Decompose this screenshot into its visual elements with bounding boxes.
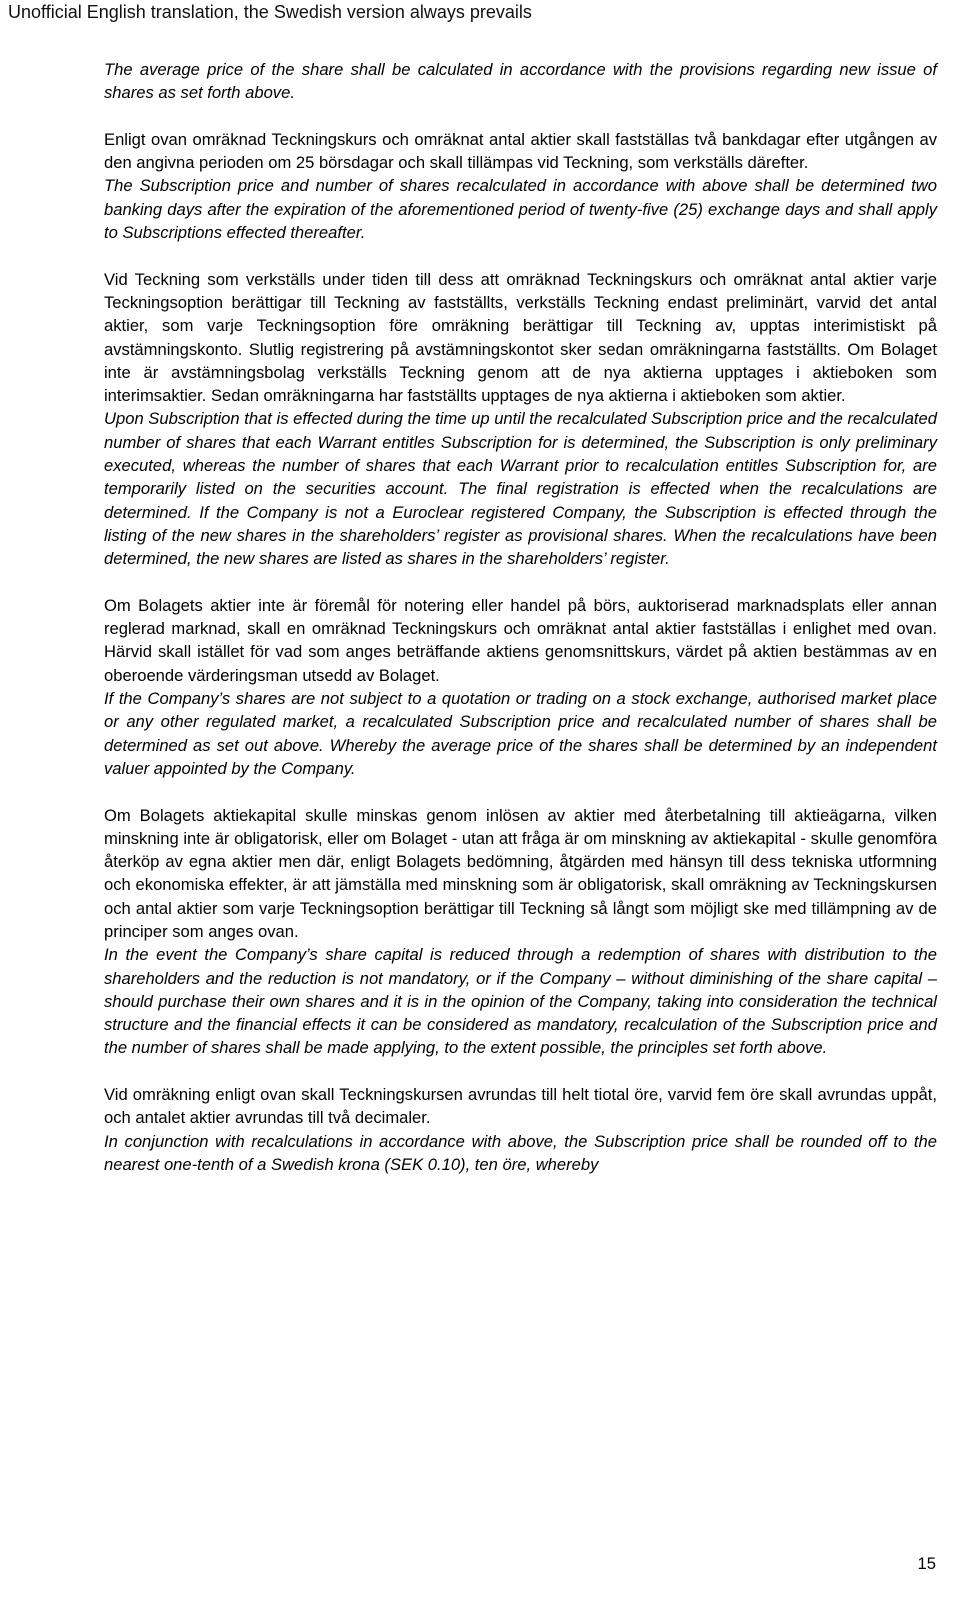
page-header: Unofficial English translation, the Swedish version always prevails	[8, 2, 532, 22]
paragraph-en-not-quoted: If the Company’s shares are not subject to a quotation or trading on a stock exchange, authorised market place or any other regulated market, a recalculated Subscription price and recalculated number of shares shall be determined as set out above. Whereby the average price of the shares shall be determined by an independent valuer appointed by the Company.	[104, 689, 937, 778]
paragraph-sv-preliminar-teckning: Vid Teckning som verkställs under tiden till dess att omräknad Teckningskurs och omräknat antal aktier varje Teckningsoption berättigar till Teckning av fastställts, verkställs Teckning endast preliminärt, varvid det antal aktier, som varje Teckningsoption före omräkning berättigar till Teckning av, upptas interimistiskt på avstämningskonto. Slutlig registrering på avstämningskontot sker sedan omräkningarna fastställts. Om Bolaget inte är avstämningsbolag verkställs Teckning genom att de nya aktierna upptages i aktieboken som interimsaktier. Sedan omräkningarna har fastställts upptages de nya aktierna i aktieboken som aktier.	[104, 269, 937, 406]
paragraph-sv-ej-notering: Om Bolagets aktier inte är föremål för notering eller handel på börs, auktoriserad marknadsplats eller annan reglerad marknad, skall en omräknad Teckningskurs och omräknat antal aktier fastställas i enlighet med ovan. Härvid skall istället för vad som anges beträffande aktiens genomsnittskurs, värdet på aktien bestämmas av en oberoende värderingsman utsedd av Bolaget.	[104, 595, 937, 685]
paragraph-sv-omraknad-fastst: Enligt ovan omräknad Teckningskurs och omräknat antal aktier skall fastställas två bankdagar efter utgången av den angivna perioden om 25 börsdagar och skall tillämpas vid Teckning, som verkställs därefter.	[104, 129, 937, 173]
document-body	[104, 58, 937, 1176]
paragraph-en-capital-reduction: In the event the Company’s share capital is reduced through a redemption of shares with distribution to the shareholders and the reduction is not mandatory, or if the Company – without diminishing of the share capital – should purchase their own shares and it is in the opinion of the Company, taking into consideration the technical structure and the financial effects it can be considered as mandatory, recalculation of the Subscription price and the number of shares shall be made applying, to the extent possible, the principles set forth above.	[104, 945, 937, 1058]
paragraph-en-preliminary-subscription: Upon Subscription that is effected during the time up until the recalculated Subscription price and the recalculated number of shares that each Warrant entitles Subscription for is determined, the Subscription is only preliminary executed, whereas the number of shares that each Warrant prior to recalculation entitles Subscription for, are temporarily listed on the securities account. The final registration is effected when the recalculations are determined. If the Company is not a Euroclear registered Company, the Subscription is effected through the listing of the new shares in the shareholders’ register as provisional shares. When the recalculations have been determined, the new shares are listed as shares in the shareholders’ register.	[104, 409, 937, 569]
paragraph-en-rounding: In conjunction with recalculations in accordance with above, the Subscription price shall be rounded off to the nearest one-tenth of a Swedish krona (SEK 0.10), ten öre, whereby	[104, 1131, 937, 1174]
paragraph-sv-minskning-aktiekapital: Om Bolagets aktiekapital skulle minskas genom inlösen av aktier med återbetalning till aktieägarna, vilken minskning inte är obligatorisk, eller om Bolaget - utan att fråga är om minskning av aktiekapital - skulle genomföra återköp av egna aktier men där, enligt Bolagets bedömning, åtgärden med hänsyn till dess tekniska utformning och ekonomiska effekter, är att jämställa med minskning som är obligatorisk, skall omräkning av Teckningskursen och antal aktier som varje Teckningsoption berättigar till Teckning så långt som möjligt ske med tillämpning av de principer som anges ovan.	[104, 805, 937, 941]
paragraph-en-average-price: The average price of the share shall be calculated in accordance with the provisions regarding new issue of shares as set forth above.	[104, 60, 937, 103]
paragraph-sv-avrundning: Vid omräkning enligt ovan skall Teckningskursen avrundas till helt tiotal öre, varvid fem öre skall avrundas uppåt, och antalet aktier avrundas till två decimaler.	[104, 1085, 937, 1128]
page-number: 15	[917, 1554, 936, 1573]
paragraph-en-recalculated-determined: The Subscription price and number of shares recalculated in accordance with above shall be determined two banking days after the expiration of the aforementioned period of twenty-five (25) exchange days and shall apply to Subscriptions effected thereafter.	[104, 176, 937, 243]
